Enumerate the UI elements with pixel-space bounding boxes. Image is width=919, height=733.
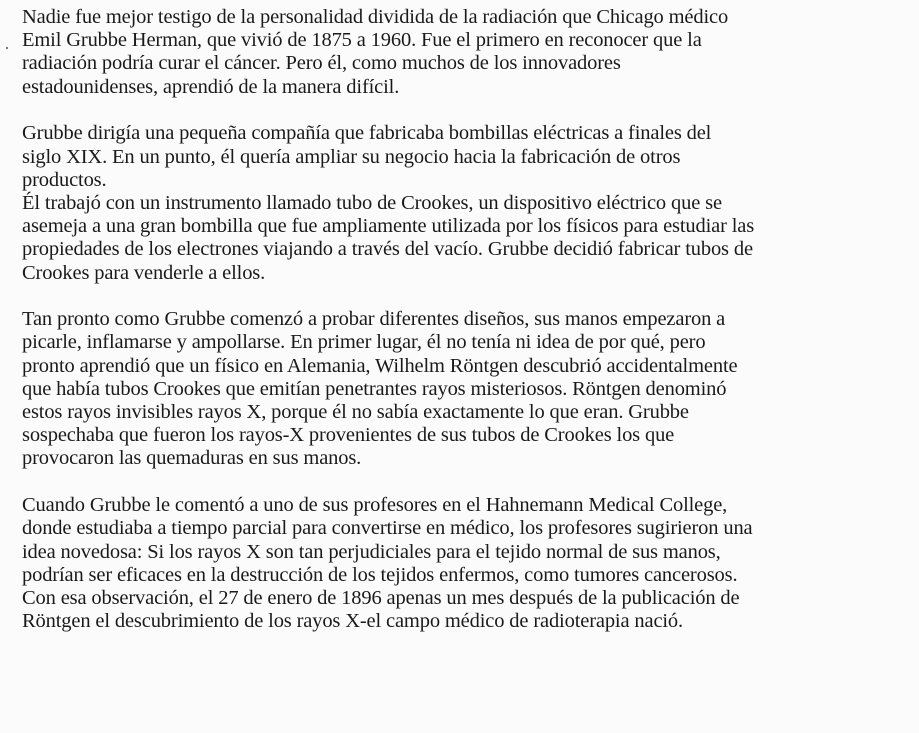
text-line: Con esa observación, el 27 de enero de 1896 apenas un mes después de la publicación de bbox=[22, 586, 740, 609]
text-line: podrían ser eficaces en la destrucción de los tejidos enfermos, como tumores cancerosos. bbox=[22, 563, 738, 586]
text-line: que había tubos Crookes que emitían penetrantes rayos misteriosos. Röntgen denominó bbox=[22, 377, 727, 400]
text-line: radiación podría curar el cáncer. Pero él, como muchos de los innovadores bbox=[22, 52, 621, 75]
text-line: donde estudiaba a tiempo parcial para convertirse en médico, los profesores sugirieron una bbox=[22, 517, 753, 540]
text-line: pronto aprendió que un físico en Alemania, Wilhelm Röntgen descubrió accidentalmente bbox=[22, 354, 738, 377]
text-line: asemeja a una gran bombilla que fue ampliamente utilizada por los físicos para estudiar las bbox=[22, 215, 755, 238]
paragraph-4 bbox=[22, 308, 912, 470]
text-line: Emil Grubbe Herman, que vivió de 1875 a 1960. Fue el primero en reconocer que la bbox=[22, 29, 702, 52]
text-line: siglo XIX. En un punto, él quería ampliar su negocio hacia la fabricación de otros bbox=[22, 145, 681, 168]
paragraph-2 bbox=[22, 122, 912, 192]
text-line: Tan pronto como Grubbe comenzó a probar diferentes diseños, sus manos empezaron a bbox=[22, 308, 726, 331]
document-body bbox=[22, 6, 912, 633]
text-line: estos rayos invisibles rayos X, porque él no sabía exactamente lo que eran. Grubbe bbox=[22, 401, 689, 424]
paragraph-5 bbox=[22, 494, 912, 633]
text-line: Nadie fue mejor testigo de la personalidad dividida de la radiación que Chicago médico bbox=[22, 6, 729, 28]
text-line: Grubbe dirigía una pequeña compañía que fabricaba bombillas eléctricas a finales del bbox=[22, 122, 712, 145]
text-line: provocaron las quemaduras en sus manos. bbox=[22, 447, 362, 470]
text-line: Él trabajó con un instrumento llamado tubo de Crookes, un dispositivo eléctrico que se bbox=[22, 191, 722, 214]
text-line: sospechaba que fueron los rayos-X provenientes de sus tubos de Crookes los que bbox=[22, 424, 675, 447]
text-line: propiedades de los electrones viajando a través del vacío. Grubbe decidió fabricar tubos de bbox=[22, 238, 753, 261]
text-line: productos. bbox=[22, 168, 107, 191]
text-line: estadounidenses, aprendió de la manera difícil. bbox=[22, 75, 400, 98]
text-line: Cuando Grubbe le comentó a uno de sus profesores en el Hahnemann Medical College, bbox=[22, 494, 728, 517]
scan-speck bbox=[6, 47, 8, 49]
text-line: picarle, inflamarse y ampollarse. En primer lugar, él no tenía ni idea de por qué, pero bbox=[22, 331, 706, 354]
paragraph-1 bbox=[22, 6, 912, 99]
text-line: idea novedosa: Si los rayos X son tan perjudiciales para el tejido normal de sus manos, bbox=[22, 540, 721, 563]
paragraph-3 bbox=[22, 192, 912, 285]
text-line: Röntgen el descubrimiento de los rayos X-el campo médico de radioterapia nació. bbox=[22, 610, 684, 633]
text-line: Crookes para venderle a ellos. bbox=[22, 261, 266, 284]
